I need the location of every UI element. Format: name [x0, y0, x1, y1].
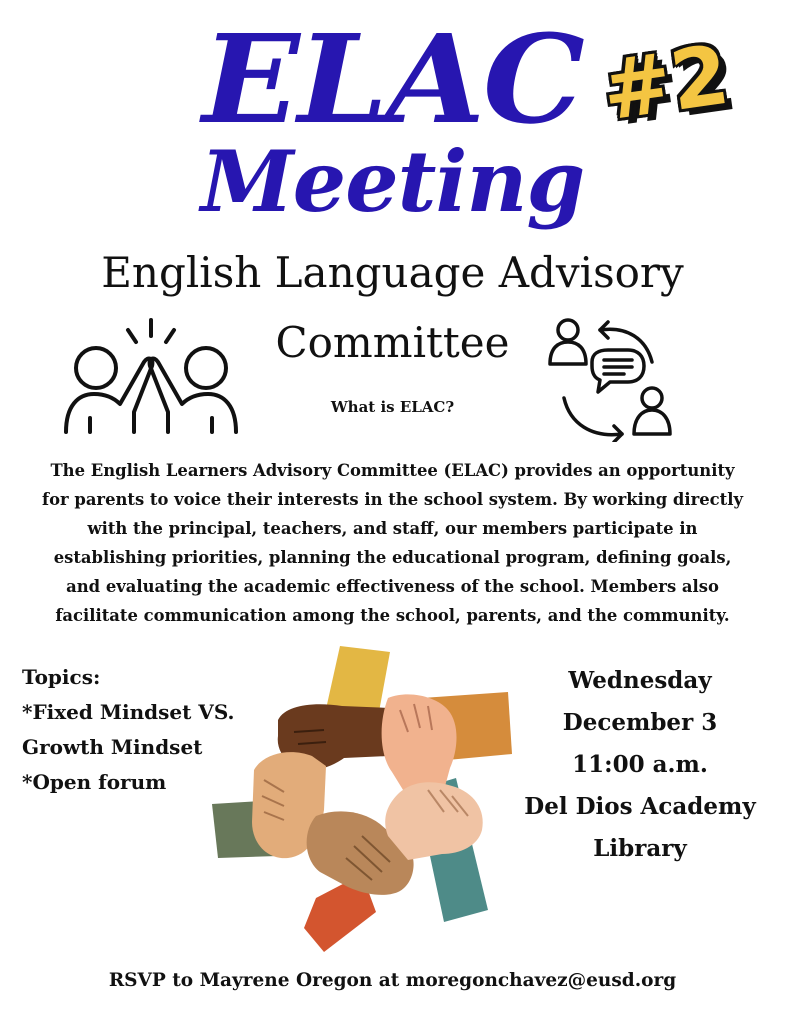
description-line: and evaluating the academic effectiveness of the school. Members also — [66, 577, 719, 596]
meeting-number-badge — [596, 27, 751, 152]
description-line: facilitate communication among the school, parents, and the community. — [55, 606, 730, 625]
subtitle-line2: Committee — [275, 318, 510, 367]
event-day: Wednesday — [568, 667, 712, 694]
event-details — [502, 660, 778, 870]
event-date: December 3 — [562, 709, 718, 736]
event-room: Library — [593, 835, 687, 862]
topic-item: *Open forum — [22, 770, 167, 794]
diverse-hands-unity-icon — [212, 640, 514, 958]
description-line: The English Learners Advisory Committee (ELAC) provides an opportunity — [50, 461, 735, 480]
subtitle-line1: English Language Advisory — [101, 248, 684, 297]
description-line: establishing priorities, planning the educational program, defining goals, — [53, 548, 732, 567]
event-location: Del Dios Academy — [524, 793, 756, 820]
description-line: for parents to voice their interests in the school system. By working directly — [42, 490, 743, 509]
people-conversation-icon — [548, 316, 674, 442]
rsvp-line: RSVP to Mayrene Oregon at moregonchavez@eusd.org — [108, 970, 677, 991]
high-five-icon — [62, 314, 240, 438]
topics-heading: Topics: — [22, 665, 101, 689]
event-time: 11:00 a.m. — [572, 751, 708, 778]
title-meeting: Meeting — [200, 132, 585, 231]
badge-text: #2 — [596, 27, 735, 140]
title-elac: ELAC — [202, 7, 583, 151]
topic-item: *Fixed Mindset VS. — [22, 700, 235, 724]
description-line: with the principal, teachers, and staff, our members participate in — [87, 519, 698, 538]
elac-description — [18, 456, 767, 630]
what-is-elac-heading: What is ELAC? — [330, 398, 455, 416]
topic-item: Growth Mindset — [22, 735, 203, 759]
